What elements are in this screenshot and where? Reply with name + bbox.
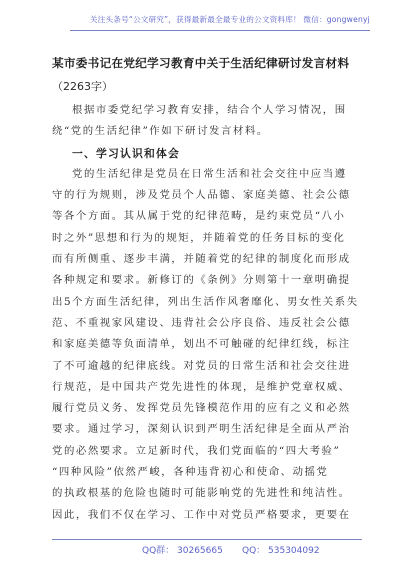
body-line: 党的必然要求。立足新时代，我们党面临的“四大考验” — [52, 444, 341, 457]
header-banner: 关注头条号“公文研究”，获得最新最全最专业的公文资料库！ 微信：gongwenyj — [70, 14, 370, 31]
body-line: 范、不重视家风建设、违背社会公序良俗、违反社会公德 — [52, 316, 351, 329]
body-line: 党的生活纪律是党员在日常生活和社会交往中应当遵 — [72, 167, 347, 180]
body-line: 的执政根基的危险也随时可能影响党的先进性和纯洁性。 — [52, 487, 351, 500]
section-heading: 一、学习认识和体会 — [72, 146, 180, 160]
body-line: 和家庭美德等负面清单，划出不可触碰的纪律红线，标注 — [52, 338, 351, 351]
document-title: 某市委书记在党纪学习教育中关于生活纪律研讨发言材料 — [52, 56, 350, 70]
body-line: 守的行为规则，涉及党员个人品德、家庭美德、社会公德 — [52, 189, 351, 202]
footer-qq-contact: QQ： 535304092 — [242, 546, 320, 556]
document-body — [52, 100, 362, 526]
word-count: （2263字） — [52, 80, 113, 93]
body-line: 根据市委党纪学习教育安排，结合个人学习情况，围 — [72, 104, 347, 116]
body-line: 各种规定和要求。新修订的《条例》分则第十一章明确提 — [52, 274, 351, 287]
body-line: 绕“党的生活纪律”作如下研讨发言材料。 — [52, 125, 269, 138]
body-line: 要求。通过学习，深刻认识到严明生活纪律是全面从严治 — [52, 423, 351, 436]
body-line: 因此，我们不仅在学习、工作中对党员严格要求，更要在 — [52, 508, 351, 521]
body-line: 了不可逾越的纪律底线。对党员的日常生活和社会交往进 — [52, 359, 351, 372]
footer-qq-group: QQ群： 30265665 — [142, 546, 223, 556]
body-line: 履行党员义务、发挥党员先锋模范作用的应有之义和必然 — [52, 402, 351, 415]
body-line: 等各个方面。其从属于党的纪律范畴，是约束党员“八小 — [52, 210, 346, 223]
body-line: 而有所侧重、逐步丰满，并随着党的纪律的制度化而形成 — [52, 253, 351, 266]
footer-banner — [52, 539, 362, 556]
body-line: 出5个方面生活纪律，列出生活作风奢靡化、男女性关系失 — [52, 295, 359, 308]
body-line: 时之外”思想和行为的规矩，并随着党的任务目标的变化 — [52, 231, 346, 244]
body-line: 行规范，是中国共产党先进性的体现，是维护党章权威、 — [52, 380, 351, 393]
body-line: “四种风险”依然严峻，各种违背初心和使命、动摇党 — [52, 466, 329, 479]
